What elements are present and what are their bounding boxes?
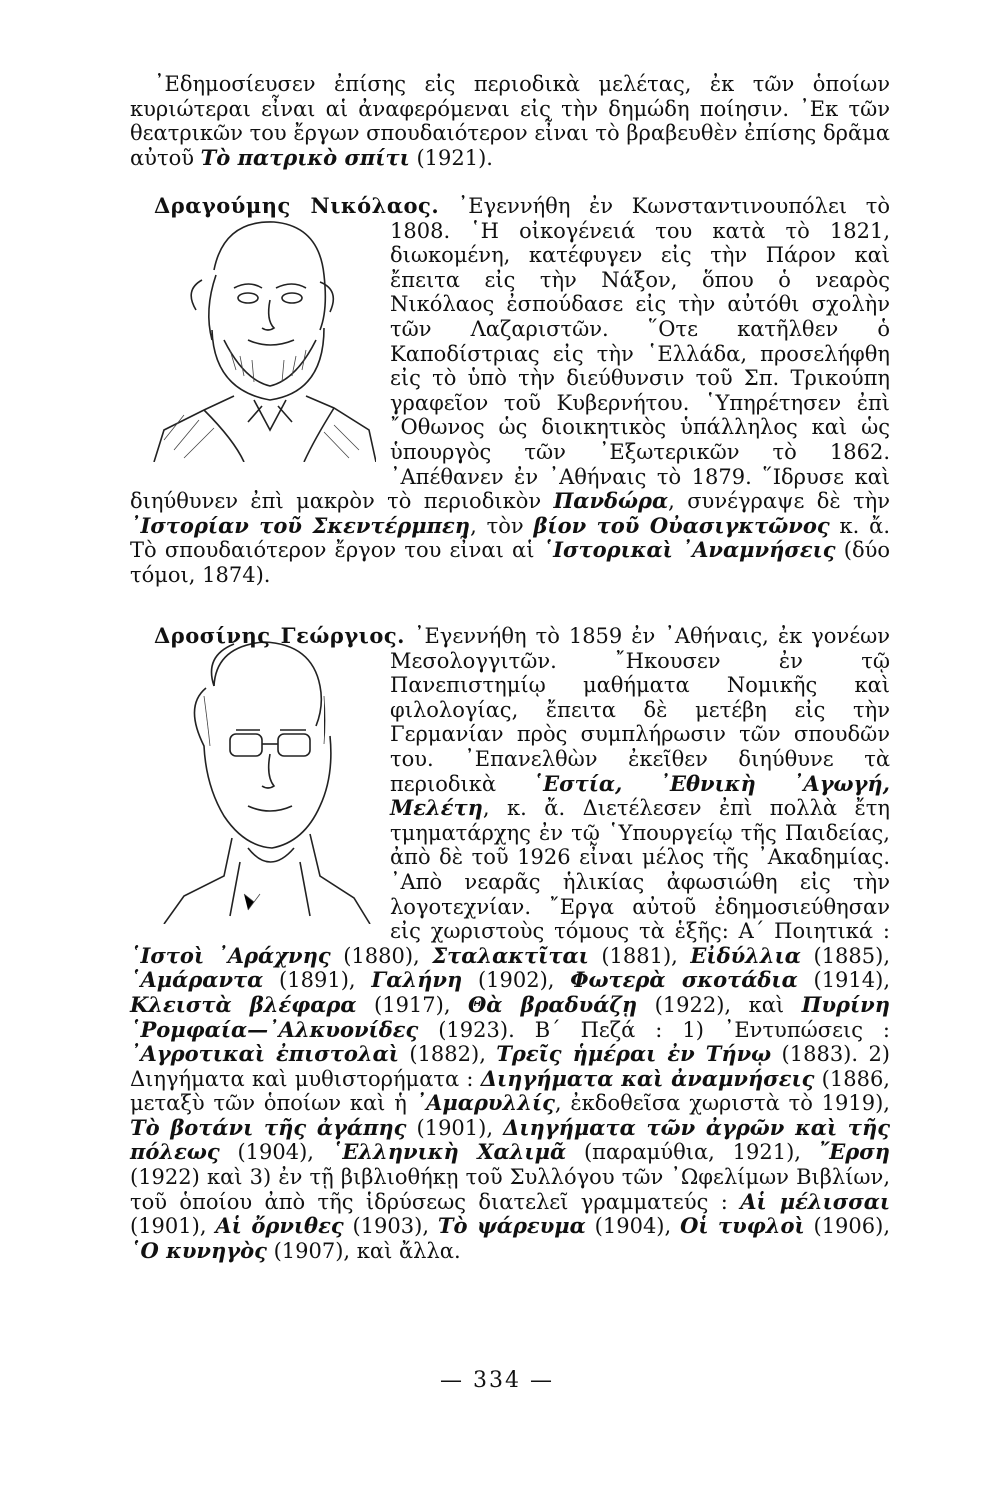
entry-text: , τὸν xyxy=(470,513,534,538)
work-title: Πυρίνη ῾Ρομφαία—᾽Αλκυονίδες xyxy=(130,991,891,1042)
work-title: ῾Ο κυνηγὸς xyxy=(130,1237,267,1263)
entry-text: (1885), xyxy=(800,943,891,968)
entry-text: (1904), xyxy=(585,1214,681,1239)
entry-text: , ἐκδοθεῖσα χωριστὰ τὸ 1919), xyxy=(554,1091,890,1116)
work-title: Κλειστὰ βλέφαρα xyxy=(130,991,357,1017)
entry-name: Δραγούμης Νικόλαος. xyxy=(154,193,440,218)
work-title: Τρεῖς ἡμέραι ἐν Τήνῳ xyxy=(496,1041,772,1067)
entry-text: (δύο τόμοι, 1874). xyxy=(130,538,891,587)
entry-text: (1886, μεταξὺ τῶν ὁποίων καὶ ἡ xyxy=(130,1066,890,1116)
entry-text: , κ. ἄ. Διετέλεσεν ἐπὶ πολλὰ ἔτη τμηματάρχης ἐν τῷ ῾Υπουργείῳ τῆς Παιδείας, ἀπὸ δὲ τοῦ 1926 εἶναι μέλος τῆς ᾽Ακαδημίας. ᾽Απὸ νεαρᾶς ἡλικίας ἀφωσιώθη εἰς τὴν λογοτεχνίαν. ῎Εργα αὐτοῦ ἐδημοσιεύθησαν εἰς χωριστοὺς τόμους τὰ ἑξῆς: Α´ Ποιητικά : xyxy=(390,796,890,944)
work-title: Αἱ μέλισσαι xyxy=(740,1188,891,1214)
work-title: Διηγήματα τῶν ἀγρῶν καὶ τῆς πόλεως xyxy=(130,1114,890,1165)
entry-text: (1904), xyxy=(219,1140,332,1165)
work-title: Διηγήματα καὶ ἀναμνήσεις xyxy=(480,1065,815,1091)
entry-text: (1922) καὶ 3) ἐν τῇ βιβλιοθήκῃ τοῦ Συλλόγου τῶν ᾽Ωφελίμων Βιβλίων, τοῦ ὁποίου ἀπὸ τῆς ἱδρύσεως διατελεῖ γραμματεύς : xyxy=(130,1165,890,1214)
work-title: βίον τοῦ Οὐασιγκτῶνος xyxy=(533,512,830,538)
entry-text: (1881), xyxy=(588,943,691,968)
entry-text: (1907), καὶ ἄλλα. xyxy=(266,1238,461,1263)
entry-text: (1882), xyxy=(398,1042,497,1067)
portrait-drosinis xyxy=(144,626,376,924)
portrait-man-glasses-icon xyxy=(144,626,376,924)
intro-paragraph xyxy=(130,72,890,170)
intro-text-end: (1921). xyxy=(409,145,493,170)
entry-dragoumis xyxy=(130,194,890,588)
work-title: Εἰδύλλια xyxy=(690,942,801,968)
portrait-bearded-man-icon xyxy=(144,200,376,462)
work-title: Οἱ τυφλοὶ xyxy=(680,1213,805,1239)
work-title: ῎Ερση xyxy=(818,1139,891,1165)
entry-text: (1922), καὶ xyxy=(637,992,802,1017)
entry-text: (1901), xyxy=(130,1214,216,1239)
entry-text: (1917), xyxy=(356,992,469,1017)
entry-text: (1906), xyxy=(804,1214,891,1239)
work-title: Τὸ ψάρευμα xyxy=(437,1213,586,1239)
entry-text: κ. ἄ. Τὸ σπουδαιότερον ἔργον του εἶναι αἱ xyxy=(130,513,890,563)
work-title: Φωτερὰ σκοτάδια xyxy=(570,967,798,993)
portrait-dragoumis xyxy=(144,200,376,462)
entry-name: Δροσίνης Γεώργιος. xyxy=(154,623,405,648)
entry-text: (παραμύθια, 1921), xyxy=(566,1140,819,1165)
work-title: ῾Ιστορικαὶ ᾽Αναμνήσεις xyxy=(542,537,836,563)
entry-text: ᾽Εγεννήθη ἐν Κωνσταντινουπόλει τὸ 1808. ῾Η οἰκογένειά του κατὰ τὸ 1821, διωκομένη, κατέφυγεν εἰς τὴν Πάρον καὶ ἔπειτα εἰς τὴν Νάξον, ὅπου ὁ νεαρὸς Νικόλαος ἐσπούδασε εἰς τὴν αὐτόθι σχολὴν τῶν Λαζαριστῶν. ῞Οτε κατῆλθεν ὁ Καποδίστριας εἰς τὴν ῾Ελλάδα, προσελήφθη εἰς τὸ ὑπὸ τὴν διεύθυνσιν τοῦ Σπ. Τρικούπη γραφεῖον τοῦ Κυβερνήτου. ῾Υπηρέτησεν ἐπὶ ῎Οθωνος ὡς διοικητικὸς ὑπάλληλος καὶ ὡς ὑπουργὸς τῶν ᾽Εξωτερικῶν τὸ 1862. ᾽Απέθανεν ἐν ᾽Αθήναις τὸ 1879. ῞Ιδρυσε καὶ διηύθυνεν ἐπὶ μακρὸν τὸ περιοδικὸν xyxy=(130,194,890,514)
work-title: ῾Ιστοὶ ᾽Αράχνης xyxy=(130,942,331,968)
entry-text: (1891), xyxy=(263,968,372,993)
work-title: Θὰ βραδυάζῃ xyxy=(468,991,638,1017)
work-title: ᾽Ιστορίαν τοῦ Σκεντέρμπεη xyxy=(130,512,471,538)
work-title: Τὸ βοτάνι τῆς ἀγάπης xyxy=(130,1114,407,1140)
work-title: ῾Εστία, ᾽Εθνικὴ ᾽Αγωγή, Μελέτη xyxy=(390,770,890,821)
work-title: ῾Ελληνικὴ Χαλιμᾶ xyxy=(331,1139,567,1165)
work-title: Σταλακτῖται xyxy=(432,942,589,968)
work-title: ᾽Αμαρυλλίς xyxy=(415,1090,555,1116)
entry-text: (1880), xyxy=(330,943,433,968)
work-title: Γαλήνη xyxy=(371,967,463,993)
entry-text: (1914), xyxy=(797,968,891,993)
work-title: Αἱ ὄρνιθες xyxy=(215,1213,344,1239)
page-number: — 334 — xyxy=(440,1368,554,1393)
entry-text: (1902), xyxy=(462,968,571,993)
work-title: Πανδώρα xyxy=(553,488,669,514)
entry-text: , συνέγραψε δὲ τὴν xyxy=(668,489,890,514)
entry-text: ᾽Εγεννήθη τὸ 1859 ἐν ᾽Αθήναις, ἐκ γονέων Μεσολογγιτῶν. ῎Ηκουσεν ἐν τῷ Πανεπιστημίῳ μαθήματα Νομικῆς καὶ φιλολογίας, ἔπειτα δὲ μετέβη εἰς τὴν Γερμανίαν πρὸς συμπλήρωσιν τῶν σπουδῶν του. ᾽Επανελθὼν ἐκεῖθεν διηύθυνε τὰ περιοδικὰ xyxy=(390,624,890,796)
work-title: ᾽Αγροτικαὶ ἐπιστολαὶ xyxy=(130,1041,399,1067)
entry-text: (1901), xyxy=(406,1115,504,1140)
work-title: ῾Αμάραντα xyxy=(130,967,264,993)
entry-text: (1903), xyxy=(343,1214,438,1239)
entry-text: (1883). 2) Διηγήματα καὶ μυθιστορήματα : xyxy=(130,1042,890,1091)
entry-drosinis xyxy=(130,624,890,1263)
intro-text: ᾽Εδημοσίευσεν ἐπίσης εἰς περιοδικὰ μελέτας, ἐκ τῶν ὁποίων κυριώτεραι εἶναι αἱ ἀναφερόμεναι εἰς τὴν δημώδη ποίησιν. ᾽Εκ τῶν θεατρικῶν του ἔργων σπουδαιότερον εἶναι τὸ βραβευθὲν ἐπίσης δρᾶμα αὐτοῦ xyxy=(130,72,890,170)
entry-text: (1923). Β´ Πεζά : 1) ᾽Εντυπώσεις : xyxy=(418,1017,890,1042)
intro-title-italic: Τὸ πατρικὸ σπίτι xyxy=(200,144,410,170)
